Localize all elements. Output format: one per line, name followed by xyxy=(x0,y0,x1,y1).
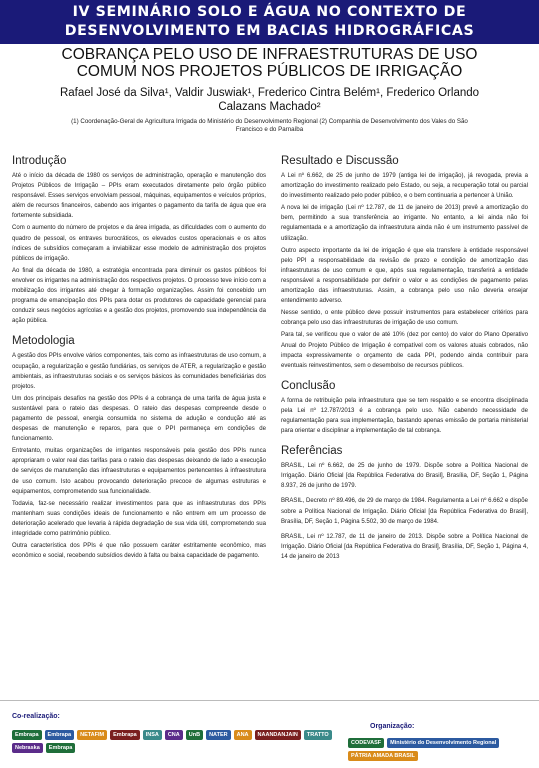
footer-divider xyxy=(0,700,539,701)
corealizacao-logo: UnB xyxy=(186,730,203,740)
organizacao-logo: PÁTRIA AMADA BRASIL xyxy=(348,751,418,761)
corealizacao-logo: ANA xyxy=(234,730,252,740)
left-column xyxy=(12,155,266,570)
corealizacao-logo: TRATTO xyxy=(304,730,332,740)
reference-item: BRASIL, Lei nº 6.662, de 25 de junho de 1979. Dispõe sobre a Política Nacional de Irrigação. Diário Oficial [da República Federativa do Brasil], Brasília, DF, Seção 1, Página 8.937, 26 de junho de 1979. xyxy=(281,463,528,490)
organizacao-label: Organização: xyxy=(370,723,415,730)
authors xyxy=(0,86,539,114)
banner-line-1: IV SEMINÁRIO SOLO E ÁGUA NO CONTEXTO DE xyxy=(72,4,467,20)
paragraph: A Lei nº 6.662, de 25 de junho de 1979 (antiga lei de irrigação), já revogada, previa a amortização do investimento realizado pelo Estado, ou seja, a recuperação total ou parcial do investimento realizado pelo poder público, e o bem continuaria a pertencer à União. xyxy=(281,173,528,200)
section-referencias xyxy=(281,445,528,562)
title-block xyxy=(0,46,539,134)
section-title: Metodologia xyxy=(12,335,75,348)
organizacao-logo: Ministério do Desenvolvimento Regional xyxy=(387,738,499,748)
corealizacao-logo: Embrapa xyxy=(110,730,140,740)
paragraph: Outra característica dos PPIs é que não possuem caráter estritamente econômico, mas econômico e social, recebendo subsídios devido à falta ou baixa capacidade de pagamento. xyxy=(12,543,266,560)
event-banner xyxy=(0,0,539,44)
affiliation: (1) Coordenação-Geral de Agricultura Irrigada do Ministério do Desenvolvimento Regional (2) Companhia de Desenvolvimento dos Vales do São Francisco e do Parnaíba xyxy=(71,118,468,133)
authors-line-1: Rafael José da Silva¹, Valdir Juswiak¹, Frederico Cintra Belém¹, Frederico Orlando xyxy=(59,87,480,99)
authors-line-2: Calazans Machado² xyxy=(218,101,321,113)
section-introducao xyxy=(12,155,266,326)
poster-title xyxy=(0,46,539,80)
paragraph: A gestão dos PPIs envolve vários componentes, tais como as infraestruturas de uso comum, a ocupação, a regularização e gestão fundiárias, os serviços de ATER, a regularização e gestão ambientais, as infraestruturas sociais e os serviços básicos às comunidades beneficiárias dos projetos. xyxy=(12,353,266,390)
right-column xyxy=(281,155,528,571)
corealizacao-logo: NATER xyxy=(206,730,231,740)
section-title: Referências xyxy=(281,445,343,458)
paragraph: Com o aumento do número de projetos e da área irrigada, as dificuldades com o aumento do quadro de pessoal, os entraves burocráticos, os elevados custos operacionais e os altos índices de subsídios começaram a inviabilizar esse modelo de administração dos projetos públicos de irrigação. xyxy=(12,225,266,262)
paragraph: Nesse sentido, o ente público deve possuir instrumentos para estabelecer critérios para cobrança pelo uso das infraestruturas de irrigação de uso comum. xyxy=(281,310,528,327)
paragraph: Ao final da década de 1980, a estratégia encontrada para diminuir os gastos públicos foi envolver os irrigantes na administração dos respectivos projetos. O processo teve início com a mobilização dos irrigantes até chegar à formação organizações. Assim foi concebido um programa de emancipação dos PPIs para dotar os produtores de capacidade gerencial para conduzir seus negócios agrícolas e a gestão dos projetos, promovendo sua independência da ação pública. xyxy=(12,267,266,325)
paragraph: A nova lei de irrigação (Lei nº 12.787, de 11 de janeiro de 2013) prevê a amortização do bem, permitindo a sua transferência ao irrigante. No entanto, a lei ainda não foi regulamentada e a amortização da infraestrutura ainda não é um instrumento passível de utilização. xyxy=(281,205,528,242)
paragraph: Para tal, se verificou que o valor de até 10% (dez por cento) do valor do Plano Operativo Anual do Projeto Público de Irrigação é compatível com os valores atuais cobrados, não impacta expressivamente o orçamento de cada PPI, podendo ainda contribuir para eventuais reinvestimentos, sem o desembolso de recursos públicos. xyxy=(281,332,528,369)
corealizacao-logo: Embrapa xyxy=(12,730,42,740)
paragraph: Um dos principais desafios na gestão dos PPIs é a cobrança de uma tarifa de água justa e sustentável para o rateio das despesas. O rateio das despesas compreende desde o pagamento de pessoal, energia consumida no sistema de adução e condução até as despesas de manutenção e reparos, para que o PPI permaneça em condições de funcionamento. xyxy=(12,395,266,443)
reference-item: BRASIL, Lei nº 12.787, de 11 de janeiro de 2013. Dispõe sobre a Política Nacional de Irrigação. Diário Oficial [da República Federativa do Brasil], Brasília, DF, Seção 1, Página 4, 14 de janeiro de 2013 xyxy=(281,533,528,560)
section-title: Resultado e Discussão xyxy=(281,155,399,167)
paragraph: Entretanto, muitas organizações de irrigantes responsáveis pela gestão dos PPIs nunca apropriaram o valor real das tarifas para o rateio das despesas deixando de lado a execução de serviços de manutenção das infraestruturas e equipamentos pertencentes à infraestrutura de uso comum. Isto acabou provocando deterioração precoce de algumas estruturas e equipamentos, comprometendo sua funcionalidade. xyxy=(12,448,266,495)
organizacao-logo: CODEVASF xyxy=(348,738,384,748)
section-resultado xyxy=(281,155,528,371)
corealizacao-logo: Nebraska xyxy=(12,743,43,753)
organizacao-logos xyxy=(348,738,532,761)
title-line-1: COBRANÇA PELO USO DE INFRAESTRUTURAS DE USO xyxy=(61,46,478,63)
corealizacao-logo: INSA xyxy=(143,730,162,740)
reference-item: BRASIL, Decreto nº 89.496, de 29 de março de 1984. Regulamenta a Lei nº 6.662 e dispõe sobre a Política Nacional de Irrigação. Diário Oficial [da República Federativa do Brasil], Brasília, DF, Seção 1, Página 5.502, 30 de março de 1984. xyxy=(281,498,528,525)
corealizacao-logo: CNA xyxy=(165,730,183,740)
banner-line-2: DESENVOLVIMENTO EM BACIAS HIDROGRÁFICAS xyxy=(64,23,475,39)
corealizacao-logos xyxy=(12,730,352,753)
section-title: Introdução xyxy=(12,155,67,167)
paragraph: A forma de retribuição pela infraestrutura que se tem respaldo e se encontra disciplinada pela Lei nº 12.787/2013 é a cobrança pelo uso. Não cabendo necessidade de regulamentação para sua implementação, bastando apenas emissão de portaria ministerial para orientar e disciplinar a implementação de tal cobrança. xyxy=(281,397,528,435)
corealizacao-logo: NAANDANJAIN xyxy=(255,730,301,740)
section-conclusao xyxy=(281,380,528,436)
corealizacao-logo: NETAFIM xyxy=(77,730,107,740)
section-title: Conclusão xyxy=(281,379,336,392)
section-metodologia xyxy=(12,335,266,561)
title-line-2: COMUM NOS PROJETOS PÚBLICOS DE IRRIGAÇÃO xyxy=(76,63,463,80)
corealizacao-logo: Embrapa xyxy=(46,743,76,753)
paragraph: Outro aspecto importante da lei de irrigação é que ela transfere à entidade responsável pelo PPI a responsabilidade da revisão de prazo e condição de amortização das infraestruturas de uso comum e que, após sua regulamentação, transferirá a entidade responsável a responsabilidade por definir o valor e as condições de pagamento pelas amortização das infraestruturas. Assim, a cobrança pelo uso não deveria ensejar entendimento adverso. xyxy=(281,247,528,305)
corealizacao-logo: Embrapa xyxy=(45,730,75,740)
paragraph: Todavia, faz-se necessário realizar investimentos para que as infraestruturas dos PPIs mantenham suas condições ideais de funcionamento e não entrem em um processo de deterioração acelerado que levaria à rápida degradação de sua vida útil, comprometendo sua integridade como patrimônio público. xyxy=(12,500,266,537)
corealizacao-label: Co-realização: xyxy=(12,713,60,720)
paragraph: Até o início da década de 1980 os serviços de administração, operação e manutenção dos Projetos Públicos de Irrigação – PPIs eram executados diretamente pelo órgão público responsável. Esses serviços envolviam pessoal, máquinas, equipamentos e veículos próprios, além de recursos financeiros, cabendo aos irrigantes o pagamento da tarifa de água que era fortemente subsidiada. xyxy=(12,173,266,220)
